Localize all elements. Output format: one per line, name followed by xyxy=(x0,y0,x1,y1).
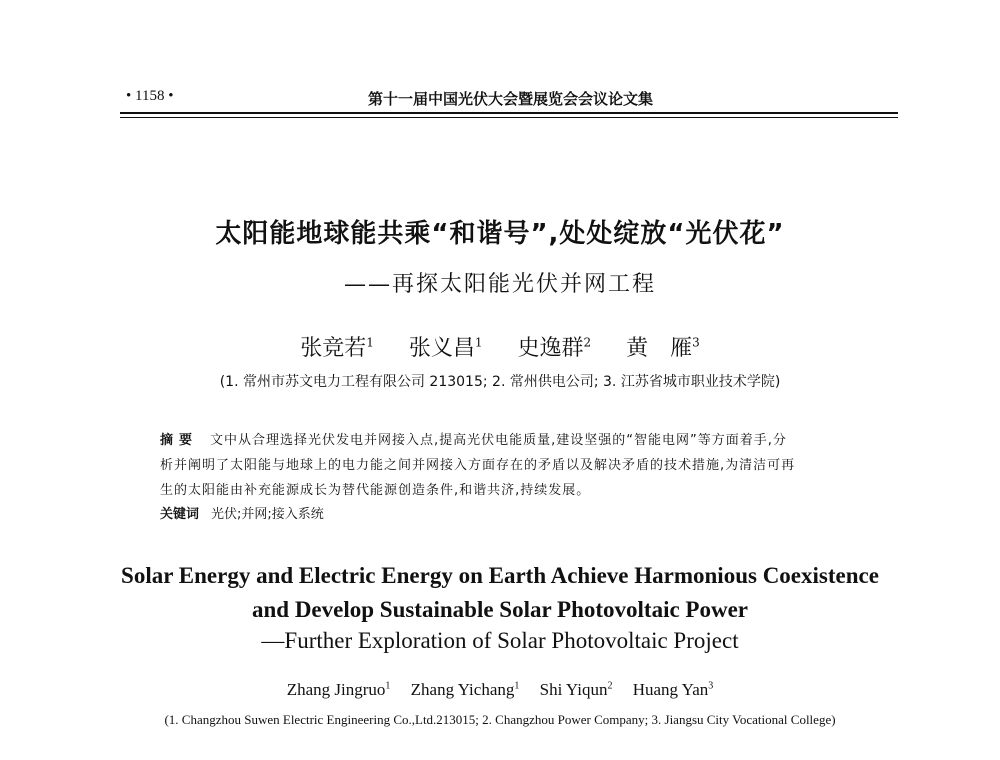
affiliation-marker: 3 xyxy=(692,335,700,350)
chinese-abstract xyxy=(160,428,880,503)
chinese-author xyxy=(518,336,592,361)
english-author xyxy=(411,680,520,699)
running-header xyxy=(120,88,898,108)
affiliation-marker: 1 xyxy=(474,335,483,350)
chinese-author xyxy=(300,336,374,361)
abstract-text: 文中从合理选择光伏发电并网接入点,提高光伏电能质量,建设坚强的“智能电网”等方面着手,分 xyxy=(210,433,787,448)
proceedings-title: 第十一届中国光伏大会暨展览会会议论文集 xyxy=(368,90,654,108)
abstract-line xyxy=(160,428,880,453)
english-author-list xyxy=(0,680,1000,700)
author-name: Shi Yiqun xyxy=(539,680,608,699)
header-rule-thin xyxy=(120,117,898,118)
author-name: 张竞若 xyxy=(300,336,367,361)
affiliation-marker: 1 xyxy=(514,680,520,692)
english-author xyxy=(540,680,613,699)
author-name: 黄 雁 xyxy=(626,336,693,361)
english-title-line-2: and Develop Sustainable Solar Photovoltaic Power xyxy=(251,597,748,622)
keywords-label: 关键词 xyxy=(160,507,200,522)
chinese-affiliations: (1. 常州市苏文电力工程有限公司 213015; 2. 常州供电公司; 3. 江苏省城市职业技术学院) xyxy=(219,374,781,390)
chinese-author-list xyxy=(0,331,1000,362)
affiliation-marker: 1 xyxy=(366,335,374,350)
author-name: 张义昌 xyxy=(408,336,475,361)
affiliation-marker: 3 xyxy=(708,680,714,692)
chinese-title: 太阳能地球能共乘“和谐号”,处处绽放“光伏花” xyxy=(215,219,785,249)
page-number: • 1158 • xyxy=(126,88,174,104)
affiliation-marker: 2 xyxy=(583,335,592,350)
affiliation-marker: 1 xyxy=(385,680,391,692)
english-author xyxy=(633,680,714,699)
keywords-text: 光伏;并网;接入系统 xyxy=(211,507,324,522)
chinese-author xyxy=(626,336,700,361)
english-title-line-1: Solar Energy and Electric Energy on Earth Achieve Harmonious Coexistence xyxy=(121,563,879,588)
affiliation-marker: 2 xyxy=(607,680,613,692)
abstract-line: 析并阐明了太阳能与地球上的电力能之间并网接入方面存在的矛盾以及解决矛盾的技术措施,为清洁可再 xyxy=(160,458,796,473)
abstract-line: 生的太阳能由补充能源成长为替代能源创造条件,和谐共济,持续发展。 xyxy=(160,483,591,498)
author-name: 史逸群 xyxy=(517,336,584,361)
english-author xyxy=(287,680,391,699)
chinese-subtitle: ——再探太阳能光伏并网工程 xyxy=(343,272,656,297)
chinese-keywords xyxy=(160,503,324,522)
abstract-label: 摘要 xyxy=(160,433,199,448)
author-name: Zhang Jingruo xyxy=(286,680,386,699)
chinese-author xyxy=(409,336,483,361)
english-affiliations: (1. Changzhou Suwen Electric Engineering Co.,Ltd.213015; 2. Changzhou Power Company; 3. Jiangsu City Vocational College) xyxy=(164,712,836,727)
english-subtitle: —Further Exploration of Solar Photovoltaic Project xyxy=(261,628,739,653)
author-name: Zhang Yichang xyxy=(410,680,515,699)
header-rule xyxy=(120,112,898,114)
author-name: Huang Yan xyxy=(632,680,709,699)
